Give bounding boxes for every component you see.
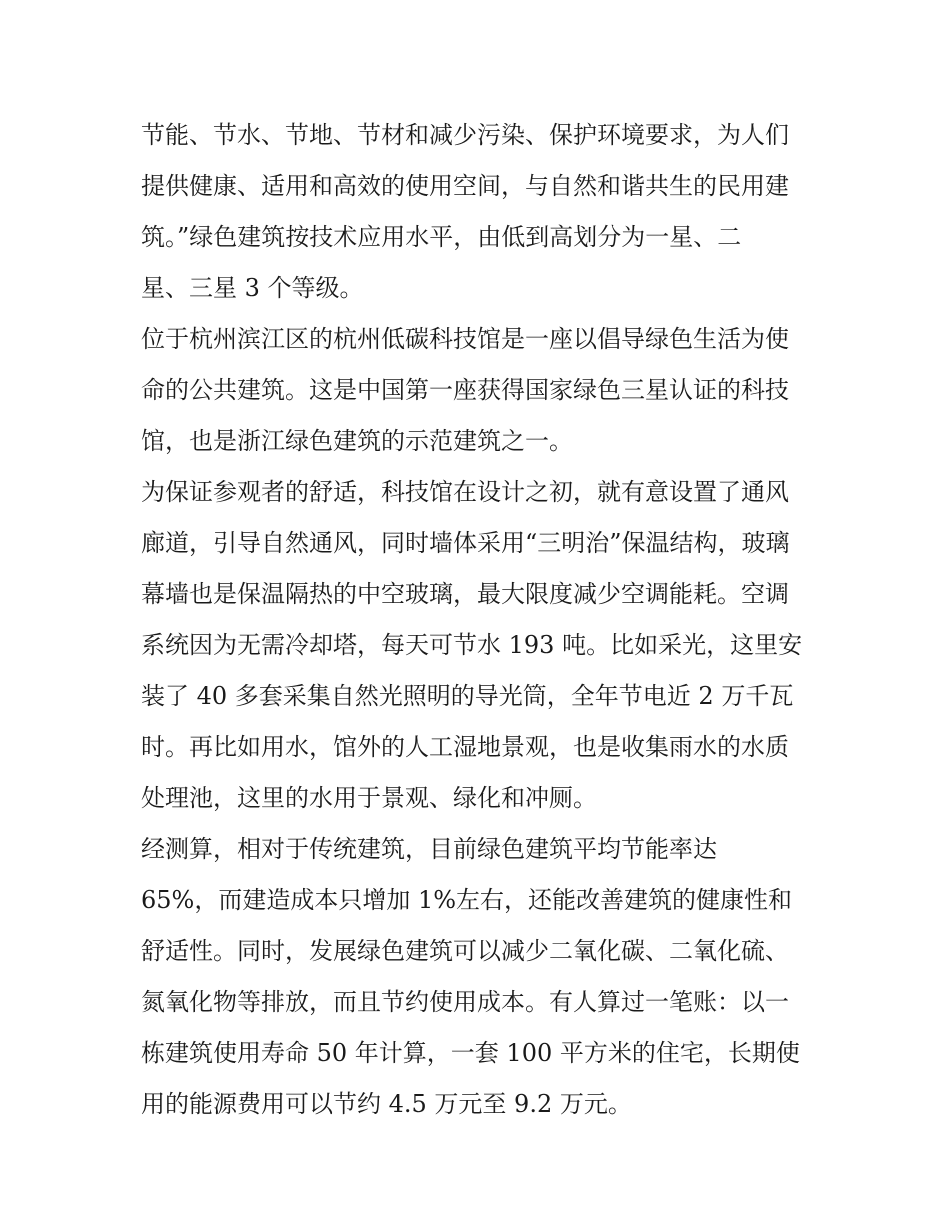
text-line: 廊道，引导自然通风，同时墙体采用“三明治”保温结构，玻璃 xyxy=(141,529,790,557)
text-line: 装了 40 多套采集自然光照明的导光筒，全年节电近 2 万千瓦 xyxy=(141,682,794,710)
paragraph-design-features xyxy=(141,467,821,824)
text-line: 星、三星 3 个等级。 xyxy=(141,274,364,302)
paragraph-green-building-definition xyxy=(141,110,821,314)
text-line: 栋建筑使用寿命 50 年计算，一套 100 平方米的住宅，长期使 xyxy=(141,1039,800,1067)
document-body xyxy=(141,110,821,1130)
paragraph-energy-savings xyxy=(141,824,821,1130)
text-line: 命的公共建筑。这是中国第一座获得国家绿色三星认证的科技 xyxy=(141,376,789,404)
text-line: 经测算，相对于传统建筑，目前绿色建筑平均节能率达 xyxy=(141,835,717,863)
text-line: 氮氧化物等排放，而且节约使用成本。有人算过一笔账：以一 xyxy=(141,988,789,1016)
text-line: 65%，而建造成本只增加 1%左右，还能改善建筑的健康性和 xyxy=(141,886,793,914)
text-line: 位于杭州滨江区的杭州低碳科技馆是一座以倡导绿色生活为使 xyxy=(141,325,789,353)
text-line: 为保证参观者的舒适，科技馆在设计之初，就有意设置了通风 xyxy=(141,478,789,506)
text-line: 时。再比如用水，馆外的人工湿地景观，也是收集雨水的水质 xyxy=(141,733,789,761)
text-line: 系统因为无需冷却塔，每天可节水 193 吨。比如采光，这里安 xyxy=(141,631,803,659)
text-line: 提供健康、适用和高效的使用空间，与自然和谐共生的民用建 xyxy=(141,172,789,200)
text-line: 筑。”绿色建筑按技术应用水平，由低到高划分为一星、二 xyxy=(141,223,742,251)
text-line: 馆，也是浙江绿色建筑的示范建筑之一。 xyxy=(141,427,573,455)
text-line: 用的能源费用可以节约 4.5 万元至 9.2 万元。 xyxy=(141,1090,632,1118)
text-line: 处理池，这里的水用于景观、绿化和冲厕。 xyxy=(141,784,597,812)
text-line: 幕墙也是保温隔热的中空玻璃，最大限度减少空调能耗。空调 xyxy=(141,580,789,608)
text-line: 舒适性。同时，发展绿色建筑可以减少二氧化碳、二氧化硫、 xyxy=(141,937,789,965)
text-line: 节能、节水、节地、节材和减少污染、保护环境要求，为人们 xyxy=(141,121,789,149)
paragraph-hangzhou-science-museum xyxy=(141,314,821,467)
